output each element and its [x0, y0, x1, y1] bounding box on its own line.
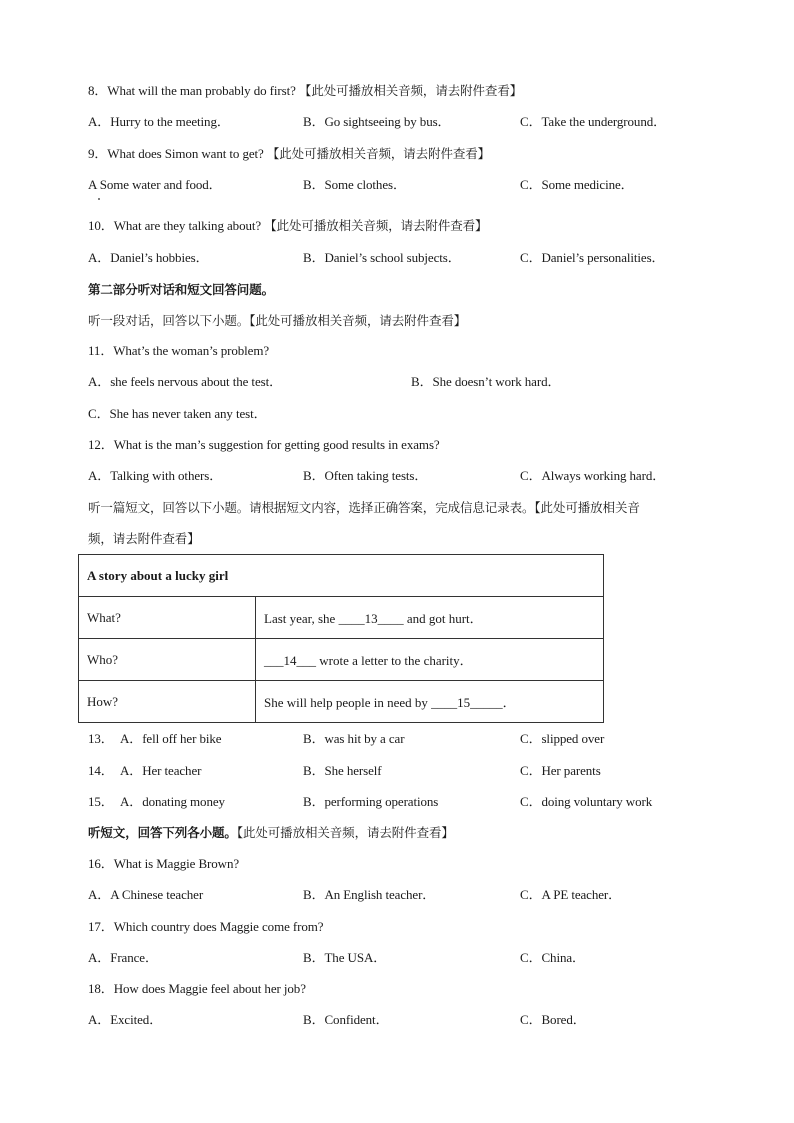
option-14b[interactable]: B．She herself	[303, 763, 382, 778]
question-17: 17．Which country does Maggie come from?	[88, 919, 324, 934]
option-11b[interactable]: B．She doesn’t work hard．	[411, 374, 561, 389]
question-16: 16．What is Maggie Brown?	[88, 856, 240, 871]
option-10c[interactable]: C．Daniel’s personalities．	[520, 250, 665, 265]
option-18b[interactable]: B．Confident．	[303, 1012, 389, 1027]
option-15c[interactable]: C．doing voluntary work	[520, 794, 653, 809]
option-13c[interactable]: C．slipped over	[520, 731, 605, 746]
option-13a[interactable]: A．fell off her bike	[120, 731, 222, 746]
option-17b[interactable]: B．The USA．	[303, 950, 387, 965]
audio-link[interactable]: 【此处可播放相关音频，请去附件查看】	[264, 218, 488, 233]
option-16a[interactable]: A．A Chinese teacher	[88, 887, 204, 902]
question-18: 18．How does Maggie feel about her job?	[88, 981, 306, 996]
row-content: She will help people in need by ____15_____．	[256, 681, 604, 723]
dialog-intro: 听一段对话，回答以下小题。【此处可播放相关音频，请去附件查看】	[88, 313, 467, 328]
question-stem: 9．What does Simon want to get?	[88, 146, 264, 161]
option-15b[interactable]: B．performing operations	[303, 794, 439, 809]
audio-link[interactable]: 【此处可播放相关音频，请去附件查看】	[266, 146, 491, 161]
row-label: What?	[79, 597, 256, 639]
row-content: Last year, she ____13____ and got hurt．	[256, 597, 604, 639]
option-12c[interactable]: C．Always working hard．	[520, 468, 666, 483]
answer-blank-15[interactable]: ____15_____	[431, 695, 503, 710]
question-8	[88, 82, 522, 100]
table-row	[79, 681, 604, 723]
option-10a[interactable]: A．Daniel’s hobbies．	[88, 250, 209, 265]
option-9b[interactable]: B．Some clothes．	[303, 177, 406, 192]
passage2-intro: 听短文，回答下列各小题。【此处可播放相关音频，请去附件查看】	[88, 825, 454, 840]
option-18a[interactable]: A．Excited．	[88, 1012, 163, 1027]
question-12: 12．What is the man’s suggestion for getting good results in exams?	[88, 437, 440, 452]
question-10	[88, 217, 487, 235]
option-18c[interactable]: C．Bored．	[520, 1012, 586, 1027]
option-10b[interactable]: B．Daniel’s school subjects．	[303, 250, 461, 265]
option-11c[interactable]: C．She has never taken any test．	[88, 406, 267, 421]
option-12a[interactable]: A．Talking with others．	[88, 468, 223, 483]
option-17a[interactable]: A．France．	[88, 950, 158, 965]
answer-blank-13[interactable]: ____13____	[338, 611, 404, 626]
question-11: 11．What’s the woman’s problem?	[88, 343, 270, 358]
option-13b[interactable]: B．was hit by a car	[303, 731, 405, 746]
table-title: A story about a lucky girl	[79, 555, 604, 597]
question-14-number: 14．	[88, 763, 114, 778]
option-8a[interactable]: A．Hurry to the meeting．	[88, 114, 230, 129]
answer-blank-14[interactable]: ___14___	[264, 653, 316, 668]
audio-link[interactable]: 【此处可播放相关音频，请去附件查看】	[236, 825, 454, 840]
option-8b[interactable]: B．Go sightseeing by bus．	[303, 114, 451, 129]
option-16b[interactable]: B．An English teacher．	[303, 887, 436, 902]
stray-dot	[98, 198, 100, 200]
part2-title: 第二部分听对话和短文回答问题。	[88, 282, 275, 297]
table-row	[79, 639, 604, 681]
row-content: ___14___ wrote a letter to the charity．	[256, 639, 604, 681]
passage-intro-line1: 听一篇短文，回答以下小题。请根据短文内容，选择正确答案，完成信息记录表。【此处可播放相关音	[88, 500, 640, 515]
option-12b[interactable]: B．Often taking tests．	[303, 468, 428, 483]
option-15a[interactable]: A．donating money	[120, 794, 225, 809]
option-14c[interactable]: C．Her parents	[520, 763, 601, 778]
question-9	[88, 145, 490, 163]
row-label: Who?	[79, 639, 256, 681]
table-row	[79, 597, 604, 639]
option-16c[interactable]: C．A PE teacher．	[520, 887, 622, 902]
table-title-row	[79, 555, 604, 597]
row-label: How?	[79, 681, 256, 723]
audio-link[interactable]: 【此处可播放相关音频，请去附件查看】	[298, 83, 523, 98]
option-9a[interactable]: A Some water and food．	[88, 177, 222, 192]
passage-intro-line2: 频，请去附件查看】	[88, 531, 200, 546]
question-stem: 10．What are they talking about?	[88, 218, 262, 233]
option-9c[interactable]: C．Some medicine．	[520, 177, 634, 192]
info-record-table	[78, 554, 604, 723]
option-14a[interactable]: A．Her teacher	[120, 763, 202, 778]
question-13-number: 13．	[88, 731, 114, 746]
option-8c[interactable]: C．Take the underground．	[520, 114, 667, 129]
question-15-number: 15．	[88, 794, 114, 809]
question-stem: 8．What will the man probably do first?	[88, 83, 296, 98]
option-17c[interactable]: C．China．	[520, 950, 585, 965]
option-11a[interactable]: A．she feels nervous about the test．	[88, 374, 282, 389]
